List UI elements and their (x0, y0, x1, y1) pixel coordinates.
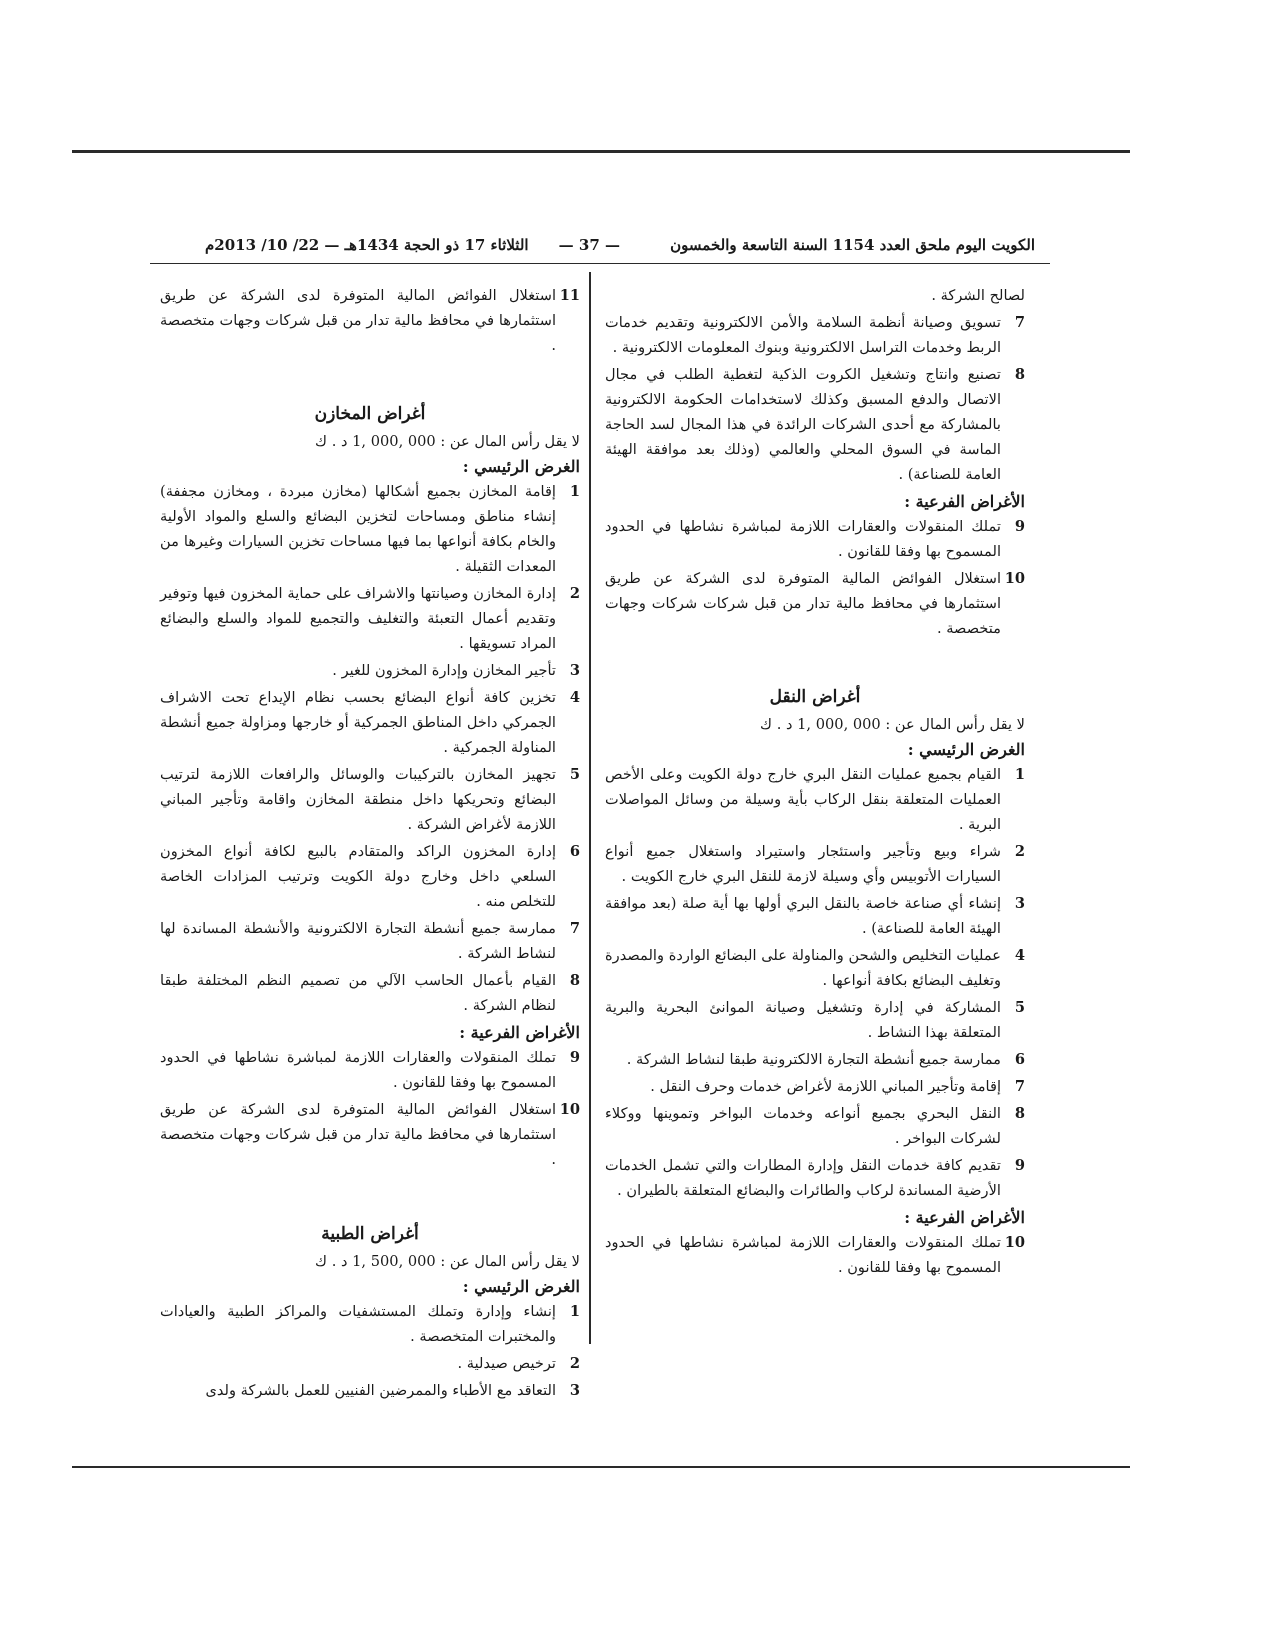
item-number: 5 (1014, 999, 1025, 1016)
list-item (605, 1074, 1025, 1099)
item-text: شراء وبيع وتأجير واستئجار واستيراد واستغلال جميع أنواع السيارات الأتوبيس وأي وسيلة لازمة للنقل البري خارج الكويت . (605, 843, 1001, 885)
item-number: 2 (569, 585, 580, 602)
item-text: تقديم كافة خدمات النقل وإدارة المطارات والتي تشمل الخدمات الأرضية المساندة لركاب والطائرات والبضائع المتعلقة بالطيران . (605, 1157, 1001, 1199)
list-item (605, 1047, 1025, 1072)
list-item (160, 839, 580, 914)
item-number: 11 (559, 287, 580, 304)
main-purpose-heading: الغرض الرئيسي : (907, 740, 1025, 759)
list-item (605, 943, 1025, 993)
list-item (605, 566, 1025, 641)
left-column (160, 283, 580, 1405)
list-item (605, 762, 1025, 837)
list-item (160, 1351, 580, 1376)
item-text: استغلال الفوائض المالية المتوفرة لدى الشركة عن طريق استثمارها في محافظ مالية تدار من قبل شركات وجهات متخصصة . (160, 1101, 556, 1168)
list-item (605, 995, 1025, 1045)
sub-purposes-heading: الأغراض الفرعية : (459, 1023, 580, 1042)
item-text: ممارسة جميع أنشطة التجارة الالكترونية والأنشطة المساندة لها لنشاط الشركة . (160, 920, 556, 962)
list-item (160, 1378, 580, 1403)
list-item (605, 362, 1025, 487)
list-item (160, 1097, 580, 1172)
item-text: المشاركة في إدارة وتشغيل وصيانة الموانئ البحرية والبرية المتعلقة بهذا النشاط . (605, 999, 1001, 1041)
top-rule (72, 150, 1130, 153)
item-number: 3 (569, 1382, 580, 1399)
list-item (160, 479, 580, 579)
item-text: تملك المنقولات والعقارات اللازمة لمباشرة نشاطها في الحدود المسموح بها وفقا للقانون . (160, 1049, 556, 1091)
list-item (160, 1299, 580, 1349)
list-item (160, 685, 580, 760)
list-item (605, 1153, 1025, 1203)
item-number: 8 (1014, 1105, 1025, 1122)
capital-requirement: لا يقل رأس المال عن : 000 ,500 ,1 د . ك (315, 1253, 580, 1270)
item-text: تملك المنقولات والعقارات اللازمة لمباشرة نشاطها في الحدود المسموح بها وفقا للقانون . (605, 1234, 1001, 1276)
capital-requirement: لا يقل رأس المال عن : 000 ,000 ,1 د . ك (760, 716, 1025, 733)
list-item (160, 1045, 580, 1095)
list-item (160, 283, 580, 358)
item-text: تسويق وصيانة أنظمة السلامة والأمن الالكترونية وتقديم خدمات الربط وخدمات التراسل الالكترونية وبنوك المعلومات الالكترونية . (605, 314, 1001, 356)
list-item (160, 581, 580, 656)
list-item (605, 1101, 1025, 1151)
item-number: 9 (1014, 1157, 1025, 1174)
item-text: استغلال الفوائض المالية المتوفرة لدى الشركة عن طريق استثمارها في محافظ مالية تدار من قبل شركات وجهات متخصصة . (160, 287, 556, 354)
sub-purposes-heading: الأغراض الفرعية : (904, 1208, 1025, 1227)
column-divider (589, 272, 591, 1344)
item-number: 1 (569, 1303, 580, 1320)
item-text: القيام بجميع عمليات النقل البري خارج دولة الكويت وعلى الأخص العمليات المتعلقة بنقل الركاب بأية وسيلة من وسائل المواصلات البرية . (605, 766, 1001, 833)
item-number: 6 (569, 843, 580, 860)
item-number: 10 (1004, 1234, 1025, 1251)
item-number: 4 (1014, 947, 1025, 964)
item-number: 8 (1014, 366, 1025, 383)
right-column (605, 283, 1025, 1282)
item-number: 1 (1014, 766, 1025, 783)
publication-title: الكويت اليوم ملحق العدد 1154 السنة التاسعة والخمسون (670, 236, 1035, 254)
list-item (605, 310, 1025, 360)
item-text: تصنيع وانتاج وتشغيل الكروت الذكية لتغطية الطلب في مجال الاتصال والدفع المسبق وكذلك لاستخدامات الحكومة الالكترونية بالمشاركة مع أحدى الشركات الرائدة في هذا المجال لسد الحاجة الماسة في السوق المحلي والعالمي (وذلك بعد موافقة الهيئة العامة للصناعة) . (605, 366, 1001, 483)
item-number: 7 (569, 920, 580, 937)
item-text: إدارة المخزون الراكد والمتقادم بالبيع لكافة أنواع المخزون السلعي داخل وخارج دولة الكويت وترتيب المزادات الخاصة للتخلص منه . (160, 843, 556, 910)
list-item (160, 762, 580, 837)
item-text: تخزين كافة أنواع البضائع بحسب نظام الإيداع تحت الاشراف الجمركي داخل المناطق الجمركية أو خارجها ومزاولة جميع أنشطة المناولة الجمركية . (160, 689, 556, 756)
item-text: التعاقد مع الأطباء والممرضين الفنيين للعمل بالشركة ولدى (205, 1382, 556, 1399)
item-text: إنشاء أي صناعة خاصة بالنقل البري أولها بها أية صلة (بعد موافقة الهيئة العامة للصناعة) . (605, 895, 1001, 937)
capital-requirement: لا يقل رأس المال عن : 000 ,000 ,1 د . ك (315, 433, 580, 450)
section-title-warehouses: أغراض المخازن (314, 404, 426, 424)
item-number: 6 (1014, 1051, 1025, 1068)
item-number: 9 (1014, 518, 1025, 535)
item-number: 1 (569, 483, 580, 500)
item-text: عمليات التخليص والشحن والمناولة على البضائع الواردة والمصدرة وتغليف البضائع بكافة أنواعها . (605, 947, 1001, 989)
running-header (205, 232, 1035, 262)
item-text: ترخيص صيدلية . (457, 1355, 556, 1372)
item-text: إنشاء وإدارة وتملك المستشفيات والمراكز الطبية والعيادات والمختبرات المتخصصة . (160, 1303, 556, 1345)
item-text: استغلال الفوائض المالية المتوفرة لدى الشركة عن طريق استثمارها في محافظ مالية تدار من قبل شركات شركات وجهات متخصصة . (605, 570, 1001, 637)
item-number: 8 (569, 972, 580, 989)
page-number: — 37 — (558, 236, 620, 254)
continued-text: لصالح الشركة . (931, 287, 1025, 304)
bottom-rule (72, 1466, 1130, 1468)
item-text: تجهيز المخازن بالتركيبات والوسائل والرافعات اللازمة لترتيب البضائع وتحريكها داخل منطقة المخازن واقامة وتأجير المباني اللازمة لأغراض الشركة . (160, 766, 556, 833)
item-number: 3 (1014, 895, 1025, 912)
item-text: تأجير المخازن وإدارة المخزون للغير . (332, 662, 556, 679)
item-number: 7 (1014, 1078, 1025, 1095)
list-item (160, 916, 580, 966)
item-text: ممارسة جميع أنشطة التجارة الالكترونية طبقا لنشاط الشركة . (626, 1051, 1001, 1068)
item-number: 9 (569, 1049, 580, 1066)
item-number: 3 (569, 662, 580, 679)
item-number: 5 (569, 766, 580, 783)
item-number: 10 (559, 1101, 580, 1118)
list-item (605, 1230, 1025, 1280)
list-item (605, 891, 1025, 941)
item-number: 2 (569, 1355, 580, 1372)
item-text: النقل البحري بجميع أنواعه وخدمات البواخر وتموينها ووكلاء لشركات البواخر . (605, 1105, 1001, 1147)
item-text: إقامة وتأجير المباني اللازمة لأغراض خدمات وحرف النقل . (650, 1078, 1001, 1095)
main-purpose-heading: الغرض الرئيسي : (462, 1277, 580, 1296)
item-text: تملك المنقولات والعقارات اللازمة لمباشرة نشاطها في الحدود المسموح بها وفقا للقانون . (605, 518, 1001, 560)
list-item (160, 658, 580, 683)
header-underline (150, 263, 1050, 264)
list-item (605, 839, 1025, 889)
item-text: إقامة المخازن بجميع أشكالها (مخازن مبردة ، ومخازن مجففة) إنشاء مناطق ومساحات لتخزين البضائع والسلع والمواد الأولية والخام بكافة أنواعها بما فيها مساحات تخزين السيارات وغيرها من المعدات الثقيلة . (160, 483, 556, 575)
item-number: 7 (1014, 314, 1025, 331)
item-number: 4 (569, 689, 580, 706)
item-text: إدارة المخازن وصيانتها والاشراف على حماية المخزون فيها وتوفير وتقديم أعمال التعبئة والتغليف والتجميع للمواد والسلع والبضائع المراد تسويقها . (160, 585, 556, 652)
sub-purposes-heading: الأغراض الفرعية : (904, 492, 1025, 511)
item-number: 2 (1014, 843, 1025, 860)
issue-date: الثلاثاء 17 ذو الحجة 1434هـ — 22/ 10/ 2013م (205, 236, 529, 254)
list-item (605, 514, 1025, 564)
item-number: 10 (1004, 570, 1025, 587)
section-title-medical: أغراض الطبية (321, 1224, 419, 1244)
list-item (160, 968, 580, 1018)
main-purpose-heading: الغرض الرئيسي : (462, 457, 580, 476)
section-title-transport: أغراض النقل (769, 687, 861, 707)
item-text: القيام بأعمال الحاسب الآلي من تصميم النظم المختلفة طبقا لنظام الشركة . (160, 972, 556, 1014)
